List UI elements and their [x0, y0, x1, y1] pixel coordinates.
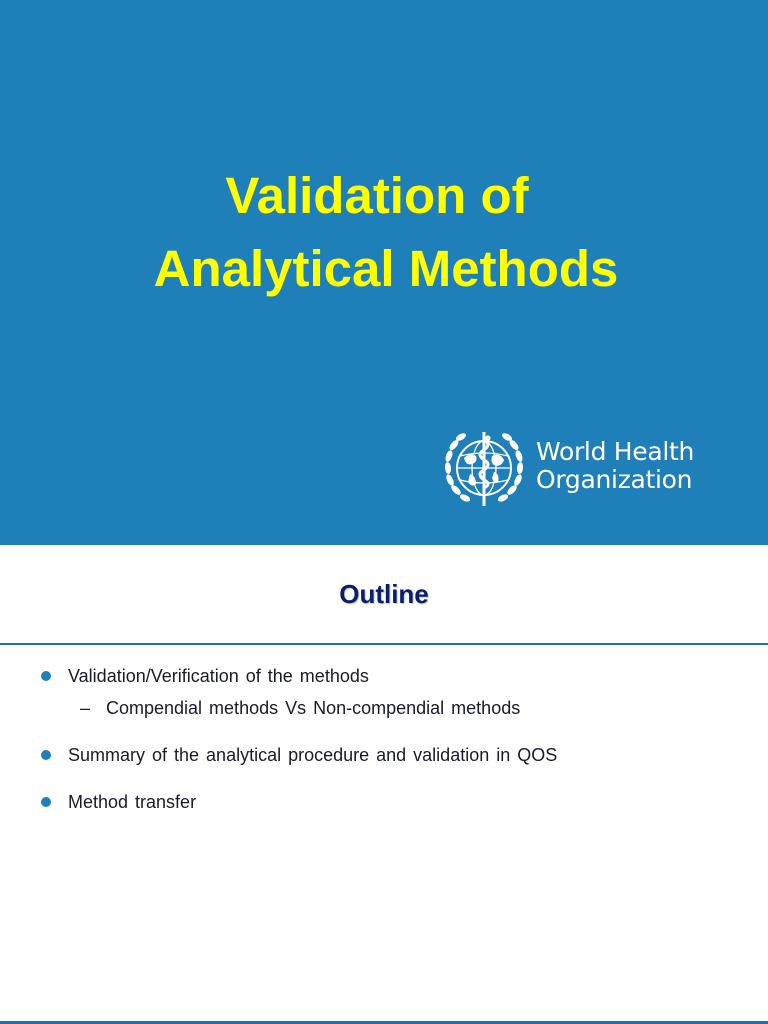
list-item-text: Summary of the analytical procedure and validation in QOS: [68, 745, 558, 765]
who-logo-wordmark: [536, 438, 694, 494]
bullet-icon: [41, 750, 51, 760]
who-logo-line-1: World Health: [536, 437, 695, 466]
slide-title-line-2: Analytical Methods: [153, 240, 619, 297]
bullet-icon: [41, 797, 51, 807]
who-logo-line-2: Organization: [536, 465, 693, 494]
dash-icon: –: [80, 698, 91, 718]
slide-title-line-1: Validation of: [225, 167, 529, 224]
list-item-text: Validation/Verification of the methods: [68, 666, 369, 686]
sub-list-item-text: Compendial methods Vs Non-compendial methods: [106, 698, 521, 718]
who-logo: [440, 428, 700, 508]
bullet-icon: [41, 671, 51, 681]
outline-heading: Outline: [339, 579, 429, 609]
heading-divider: [0, 643, 768, 645]
outline-slide: [0, 545, 768, 1024]
who-emblem-icon: [440, 428, 528, 508]
list-item-text: Method transfer: [68, 792, 197, 812]
